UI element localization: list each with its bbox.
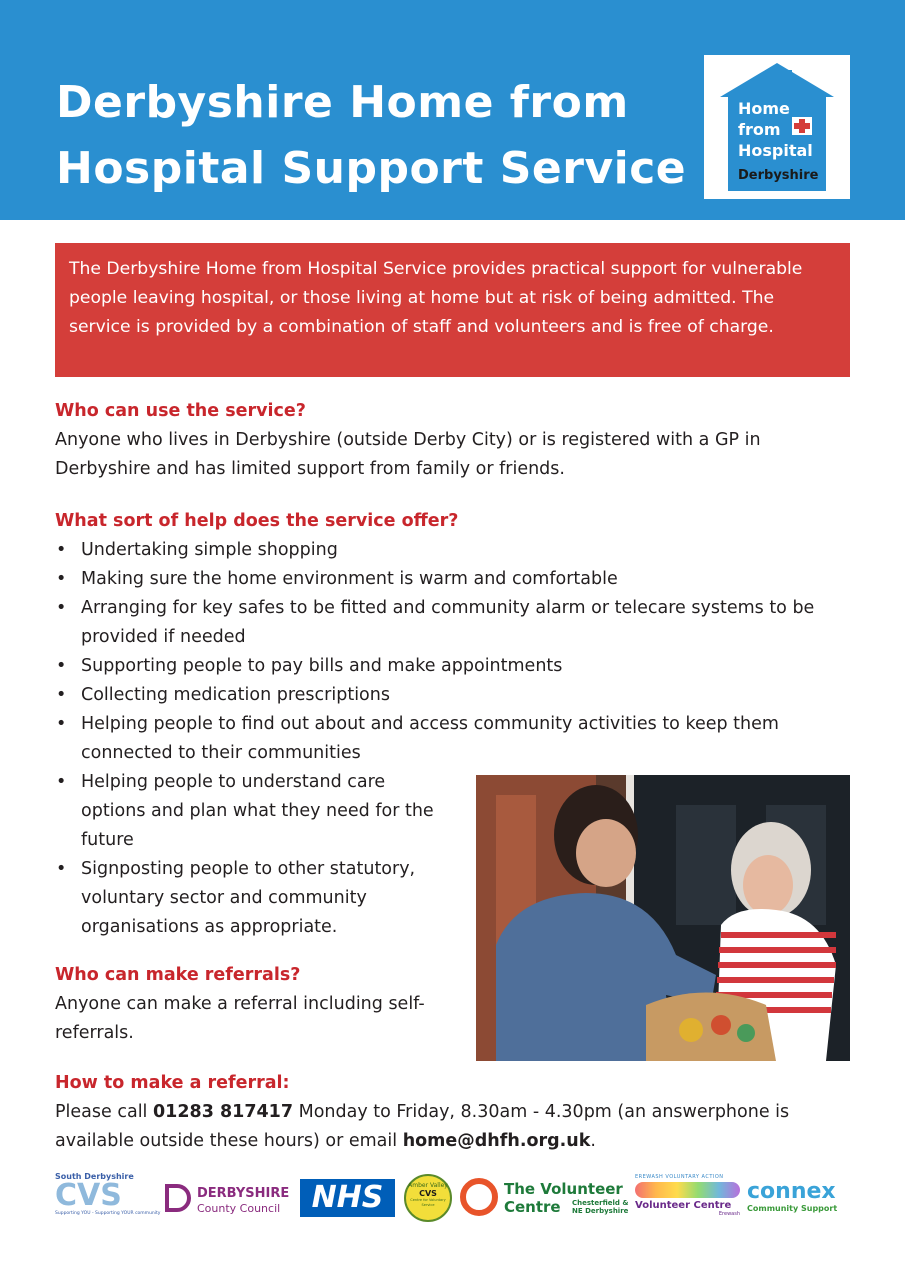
erewash-voluntary-action-logo — [635, 1174, 740, 1217]
section-how-to-refer — [55, 1069, 855, 1156]
section-heading: How to make a referral: — [55, 1073, 290, 1093]
logo-text-home: Home — [738, 99, 790, 118]
logo-text: Volunteer Centre — [635, 1200, 732, 1211]
section-who-can-refer — [55, 961, 455, 1048]
logo-text: Centre for Voluntary Service — [410, 1198, 446, 1207]
title-line-2: Hospital Support Service — [56, 143, 687, 194]
logo-text: connex — [747, 1179, 836, 1204]
referral-text-pre: Please call — [55, 1102, 153, 1122]
list-item: • Arranging for key safes to be fitted and community alarm or telecare systems to be provided if needed — [55, 594, 861, 652]
partner-logos — [55, 1172, 855, 1232]
referral-text-mid: Monday to Friday, 8.30am - 4.30pm (an answerphone is available outside these hours) or email — [55, 1102, 790, 1151]
section-body: Anyone can make a referral including self-referrals. — [55, 994, 425, 1043]
referral-text-post: . — [590, 1131, 596, 1151]
logo-text: DERBYSHIRE — [197, 1186, 290, 1201]
logo-text: CVS — [55, 1178, 122, 1213]
logo-text: County Council — [197, 1202, 281, 1215]
page-title — [56, 70, 686, 202]
title-line-1: Derbyshire Home from — [56, 77, 629, 128]
header-banner — [0, 0, 905, 220]
list-item: • Helping people to understand care options and plan what they need for the future — [55, 768, 441, 855]
list-item: • Collecting medication prescriptions — [55, 681, 855, 710]
help-list — [55, 536, 855, 768]
nhs-logo: NHS — [300, 1179, 395, 1217]
list-item: • Signposting people to other statutory, voluntary sector and community organisations as appropriate. — [55, 855, 451, 942]
connex-logo — [747, 1180, 855, 1213]
logo-text: EREWASH VOLUNTARY ACTION — [635, 1174, 724, 1180]
list-item: • Supporting people to pay bills and make appointments — [55, 652, 855, 681]
section-heading: What sort of help does the service offer? — [55, 511, 459, 531]
logo-text: Erewash — [718, 1211, 740, 1217]
intro-box: The Derbyshire Home from Hospital Service provides practical support for vulnerable people leaving hospital, or those living at home but at risk of being admitted. The service is provided by a combination of staff and volunteers and is free of charge. — [55, 243, 850, 377]
logo-text: Community Support — [747, 1204, 838, 1213]
logo-text: The Volunteer — [504, 1180, 623, 1198]
phone-number[interactable]: 01283 817417 — [153, 1102, 294, 1122]
home-from-hospital-logo — [704, 55, 850, 199]
section-heading: Who can make referrals? — [55, 965, 301, 985]
logo-text: Supporting YOU - Supporting YOUR community — [55, 1211, 161, 1216]
section-heading: Who can use the service? — [55, 401, 306, 421]
logo-text: CVS — [419, 1189, 437, 1198]
section-body: Anyone who lives in Derbyshire (outside Derby City) or is registered with a GP in Derbyshire and has limited support from family or friends. — [55, 430, 761, 479]
list-item: • Making sure the home environment is warm and comfortable — [55, 565, 855, 594]
section-body — [55, 1098, 855, 1156]
logo-text: Chesterfield & — [572, 1199, 629, 1207]
section-who-can-use — [55, 397, 855, 484]
logo-text: Centre — [504, 1198, 561, 1216]
logo-text: Amber Valley — [408, 1182, 448, 1189]
list-item: • Helping people to find out about and access community activities to keep them connected to their communities — [55, 710, 861, 768]
logo-text-hospital: Hospital — [738, 141, 813, 160]
email-link[interactable]: home@dhfh.org.uk — [402, 1131, 591, 1151]
logo-text: South Derbyshire — [55, 1172, 134, 1181]
amber-valley-cvs-logo — [404, 1174, 452, 1222]
logo-text-derbyshire: Derbyshire — [738, 168, 819, 183]
logo-text-from: from — [738, 120, 781, 139]
list-item: • Undertaking simple shopping — [55, 536, 855, 565]
delivery-photo — [476, 775, 850, 1061]
house-cross-icon — [704, 55, 850, 199]
south-derbyshire-cvs-logo — [55, 1172, 161, 1216]
logo-text: NE Derbyshire — [572, 1207, 629, 1215]
